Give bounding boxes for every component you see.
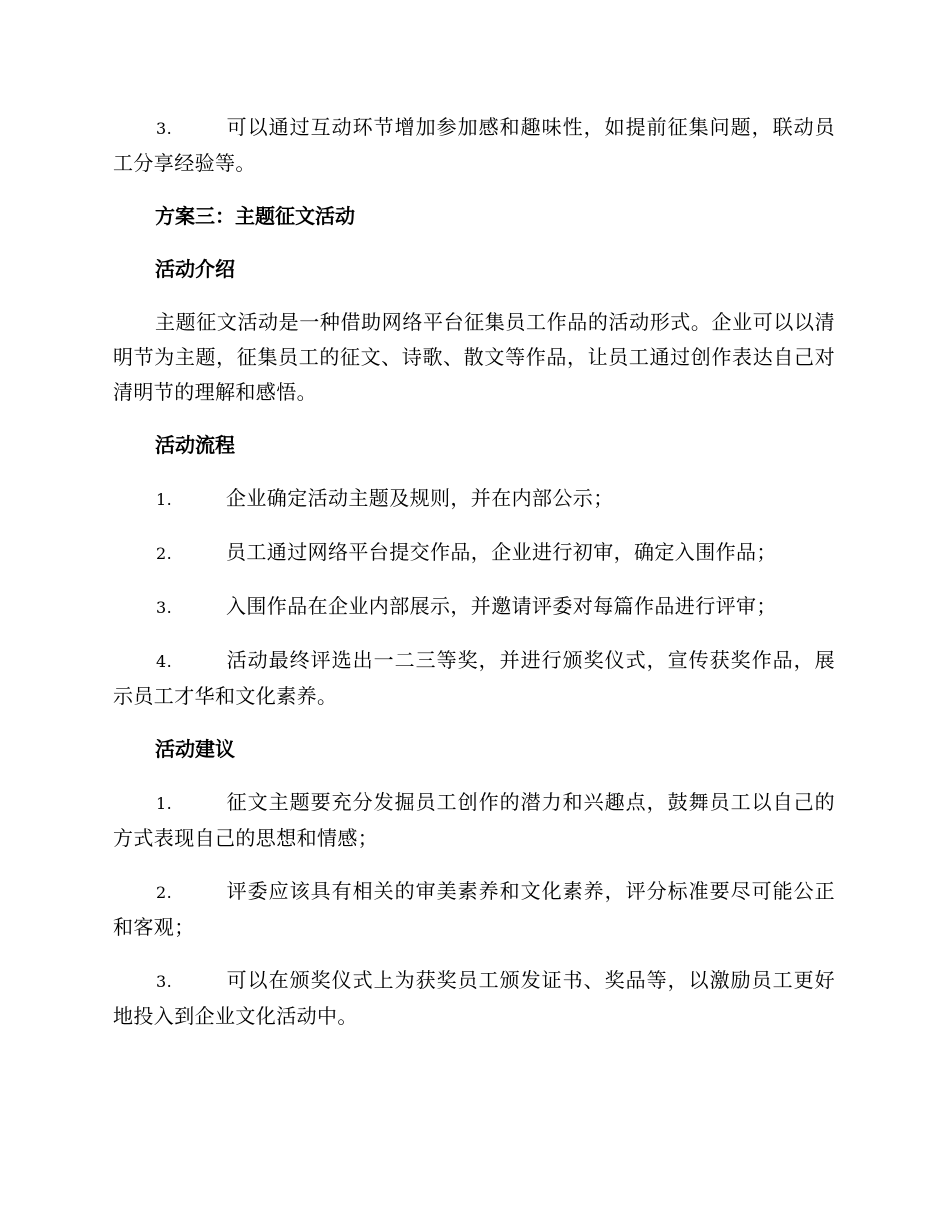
list-text: 可以通过互动环节增加参加感和趣味性，如提前征集问题，联动员工分享经验等。	[113, 115, 835, 175]
list-item	[113, 785, 835, 856]
list-number: 2.	[156, 544, 173, 563]
process-heading: 活动流程	[155, 433, 235, 457]
list-text: 入围作品在企业内部展示，并邀请评委对每篇作品进行评审；	[226, 594, 777, 618]
list-item	[113, 535, 835, 571]
list-text: 企业确定活动主题及规则，并在内部公示；	[226, 486, 614, 510]
list-item	[113, 963, 835, 1034]
list-text: 征文主题要充分发掘员工创作的潜力和兴趣点，鼓舞员工以自己的方式表现自己的思想和情感；	[113, 790, 835, 850]
list-number: 3.	[156, 972, 173, 991]
list-number: 4.	[156, 652, 173, 671]
list-item	[113, 643, 835, 714]
list-number: 2.	[156, 883, 173, 902]
list-number: 1.	[156, 490, 173, 509]
document-page	[113, 110, 835, 1052]
list-item	[113, 110, 835, 181]
list-item	[113, 874, 835, 945]
list-text: 活动最终评选出一二三等奖，并进行颁奖仪式，宣传获奖作品，展示员工才华和文化素养。	[113, 648, 835, 708]
list-item	[113, 589, 835, 625]
section-title: 方案三：主题征文活动	[155, 204, 355, 228]
list-number: 3.	[156, 598, 173, 617]
list-item	[113, 481, 835, 517]
intro-heading: 活动介绍	[155, 257, 235, 281]
list-text: 评委应该具有相关的审美素养和文化素养，评分标准要尽可能公正和客观；	[113, 879, 835, 939]
intro-paragraph: 主题征文活动是一种借助网络平台征集员工作品的活动形式。企业可以以清明节为主题，征集员工的征文、诗歌、散文等作品，让员工通过创作表达自己对清明节的理解和感悟。	[113, 310, 835, 404]
list-number: 1.	[156, 794, 173, 813]
suggestions-heading: 活动建议	[155, 737, 235, 761]
list-text: 员工通过网络平台提交作品，企业进行初审，确定入围作品；	[226, 540, 777, 564]
list-text: 可以在颁奖仪式上为获奖员工颁发证书、奖品等，以激励员工更好地投入到企业文化活动中。	[113, 968, 835, 1028]
list-number: 3.	[156, 119, 173, 138]
